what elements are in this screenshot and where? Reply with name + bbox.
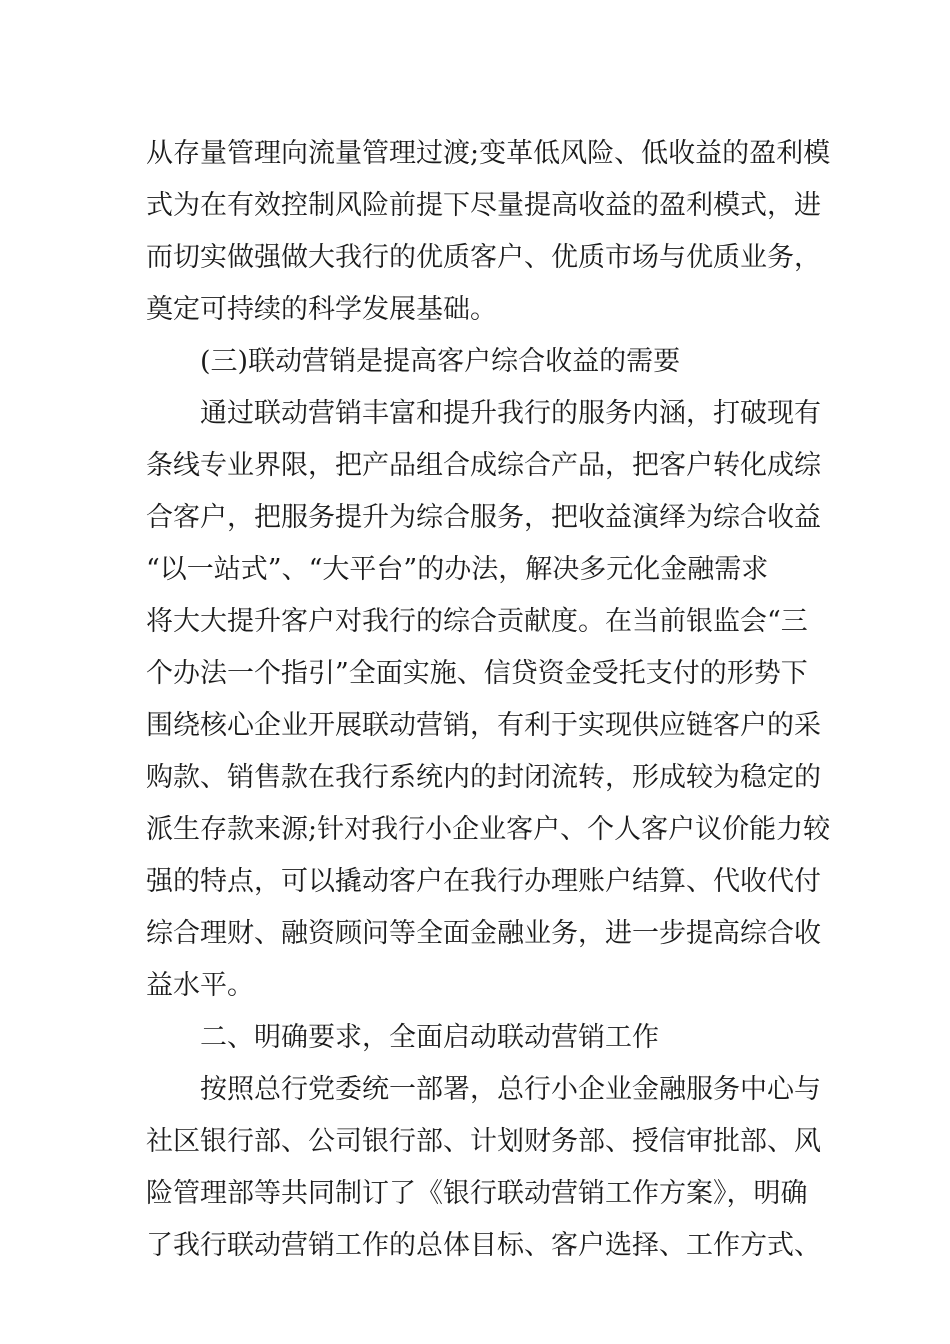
text-line: 购款、销售款在我行系统内的封闭流转，形成较为稳定的 (146, 762, 821, 793)
text-line: 合客户，把服务提升为综合服务，把收益演绎为综合收益 (146, 502, 821, 533)
text-line: 益水平。 (146, 970, 254, 1001)
text-line: 将大大提升客户对我行的综合贡献度。在当前银监会“三 (146, 606, 808, 637)
text-line: 社区银行部、公司银行部、计划财务部、授信审批部、风 (146, 1126, 821, 1157)
section-heading: (三)联动营销是提高客户综合收益的需要 (200, 346, 681, 377)
text-line: “以一站式”、“大平台”的办法，解决多元化金融需求 (146, 554, 769, 585)
section-heading: 二、明确要求，全面启动联动营销工作 (200, 1022, 659, 1053)
text-line: 条线专业界限，把产品组合成综合产品，把客户转化成综 (146, 450, 821, 481)
text-line: 按照总行党委统一部署，总行小企业金融服务中心与 (200, 1074, 821, 1105)
text-line: 围绕核心企业开展联动营销，有利于实现供应链客户的采 (146, 710, 821, 741)
text-line: 个办法一个指引”全面实施、信贷资金受托支付的形势下 (146, 658, 808, 689)
text-line: 强的特点，可以撬动客户在我行办理账户结算、代收代付 (146, 866, 821, 897)
text-line: 派生存款来源;针对我行小企业客户、个人客户议价能力较 (146, 814, 831, 845)
text-line: 而切实做强做大我行的优质客户、优质市场与优质业务， (146, 242, 821, 273)
text-line: 险管理部等共同制订了《银行联动营销工作方案》，明确 (146, 1178, 808, 1209)
text-line: 综合理财、融资顾问等全面金融业务，进一步提高综合收 (146, 918, 821, 949)
text-line: 式为在有效控制风险前提下尽量提高收益的盈利模式，进 (146, 190, 821, 221)
text-line: 通过联动营销丰富和提升我行的服务内涵，打破现有 (200, 398, 821, 429)
text-line: 奠定可持续的科学发展基础。 (146, 294, 497, 325)
text-line: 从存量管理向流量管理过渡;变革低风险、低收益的盈利模 (146, 138, 831, 169)
text-line: 了我行联动营销工作的总体目标、客户选择、工作方式、 (146, 1230, 821, 1261)
